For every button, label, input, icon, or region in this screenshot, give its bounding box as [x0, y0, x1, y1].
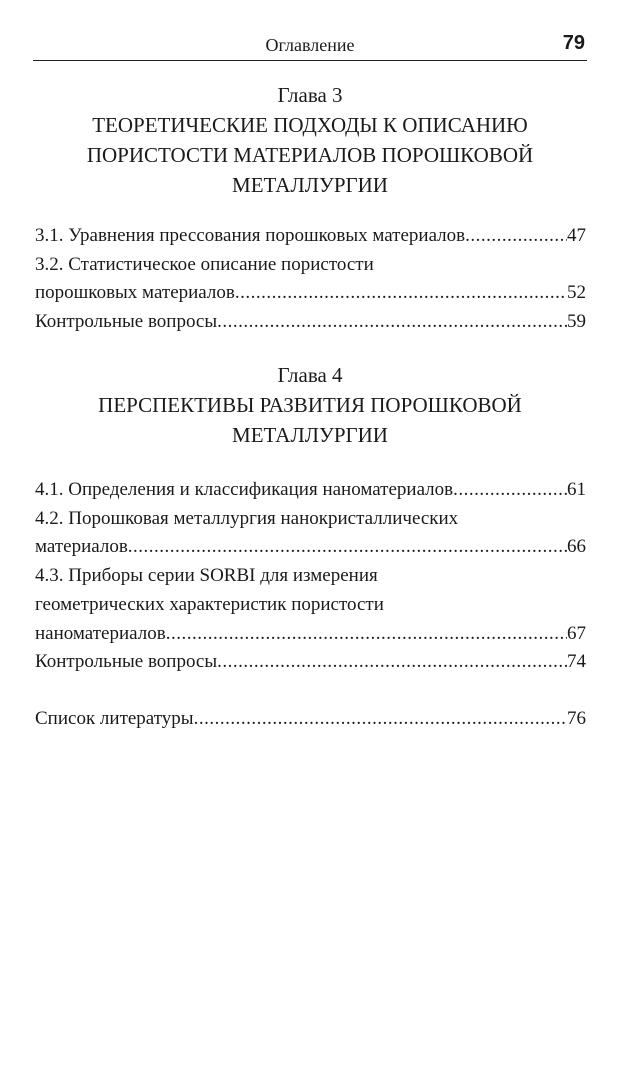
- dot-leader: [166, 620, 567, 649]
- chapter-4-toc: [35, 476, 586, 677]
- entry-text: наноматериалов: [35, 622, 166, 644]
- toc-entry[interactable]: [35, 222, 586, 251]
- entry-text[interactable]: 3.2. Статистическое описание пористости: [35, 253, 374, 275]
- chapter-label: Глава 3: [277, 83, 343, 107]
- entry-page: 52: [567, 282, 586, 304]
- entry-page: 74: [567, 651, 586, 673]
- entry-text: 3.1. Уравнения прессования порошковых материалов: [35, 225, 466, 246]
- toc-entry[interactable]: [35, 648, 586, 677]
- toc-entry[interactable]: [35, 308, 586, 337]
- chapter-title: МЕТАЛЛУРГИИ: [232, 423, 388, 447]
- chapter-title: ТЕОРЕТИЧЕСКИЕ ПОДХОДЫ К ОПИСАНИЮ: [92, 113, 528, 137]
- toc-entry[interactable]: [35, 620, 586, 649]
- dot-leader: [217, 648, 567, 677]
- chapter-title: ПЕРСПЕКТИВЫ РАЗВИТИЯ ПОРОШКОВОЙ: [98, 393, 522, 417]
- entry-text: материалов: [35, 536, 128, 558]
- entry-text: порошковых материалов: [35, 282, 235, 304]
- entry-text[interactable]: геометрических характеристик пористости: [35, 593, 384, 615]
- entry-page: 61: [567, 479, 586, 500]
- entry-text: Список литературы: [35, 708, 194, 729]
- toc-entry[interactable]: [35, 279, 586, 308]
- toc-entry[interactable]: [35, 705, 586, 734]
- chapter-title: ПОРИСТОСТИ МАТЕРИАЛОВ ПОРОШКОВОЙ: [86, 143, 534, 167]
- dot-leader: [217, 308, 567, 337]
- running-header: [33, 30, 587, 61]
- dot-leader: [235, 279, 567, 308]
- entry-text: Контрольные вопросы: [35, 651, 218, 673]
- chapter-label: Глава 4: [277, 363, 343, 387]
- chapter-3-heading: [33, 80, 587, 200]
- entry-text: Контрольные вопросы: [35, 311, 218, 333]
- bibliography-toc: [35, 705, 586, 734]
- entry-page: 67: [567, 622, 586, 644]
- entry-page: 59: [567, 311, 586, 333]
- page-number: 79: [562, 32, 585, 54]
- entry-text: 4.1. Определения и классификация наноматериалов: [35, 479, 454, 500]
- dot-leader: [465, 222, 567, 251]
- toc-entry[interactable]: [35, 533, 586, 562]
- header-title: Оглавление: [265, 35, 355, 55]
- dot-leader: [453, 476, 567, 505]
- chapter-title: МЕТАЛЛУРГИИ: [232, 173, 388, 197]
- dot-leader: [128, 533, 567, 562]
- entry-page: 76: [567, 708, 586, 729]
- entry-text[interactable]: 4.2. Порошковая металлургия нанокристаллических: [35, 507, 459, 529]
- toc-entry[interactable]: [35, 476, 586, 505]
- entry-text[interactable]: 4.3. Приборы серии SORBI для измерения: [35, 565, 378, 587]
- chapter-4-heading: [33, 360, 587, 450]
- entry-page: 47: [567, 225, 586, 246]
- entry-page: 66: [567, 536, 586, 558]
- dot-leader: [194, 705, 567, 734]
- chapter-3-toc: [35, 222, 586, 337]
